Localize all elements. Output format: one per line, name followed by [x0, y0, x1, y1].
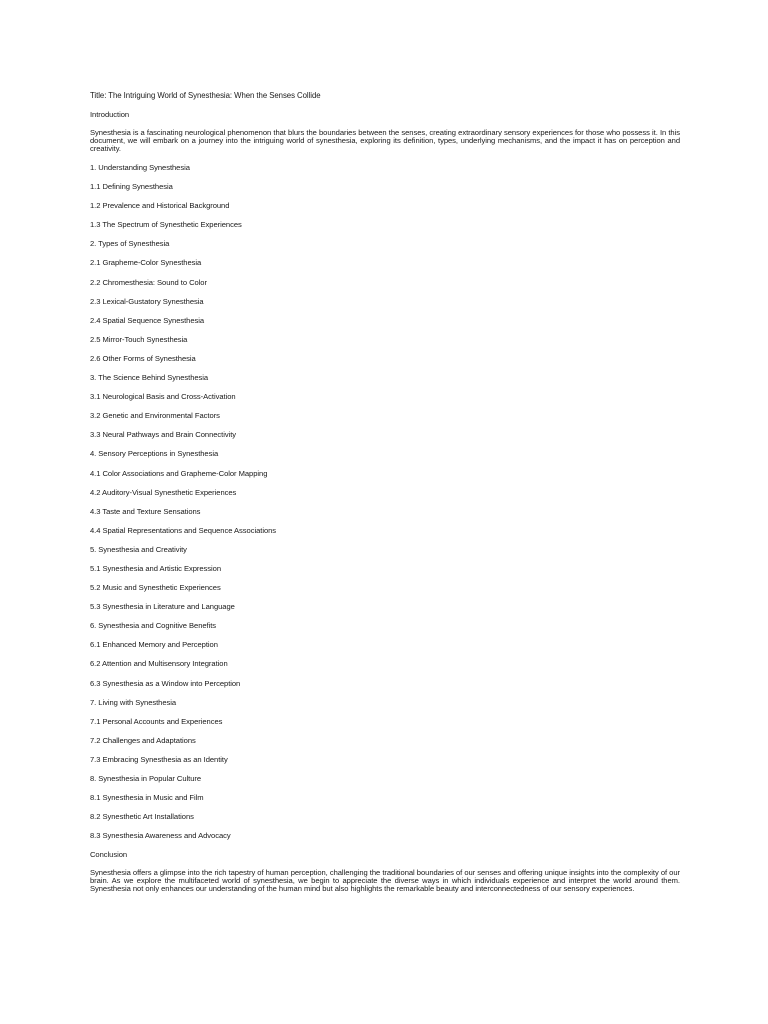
outline-item: 3. The Science Behind Synesthesia: [90, 373, 209, 383]
outline-list: [90, 163, 680, 850]
outline-item: 7.3 Embracing Synesthesia as an Identity: [90, 754, 228, 764]
outline-item: 3.3 Neural Pathways and Brain Connectivity: [90, 430, 237, 440]
outline-item: 6. Synesthesia and Cognitive Benefits: [90, 621, 217, 631]
introduction-heading: Introduction: [90, 110, 130, 119]
outline-item: 6.3 Synesthesia as a Window into Perception: [90, 678, 241, 688]
outline-item: 2.4 Spatial Sequence Synesthesia: [90, 315, 205, 325]
outline-item: 1. Understanding Synesthesia: [90, 163, 190, 172]
outline-item: 8.3 Synesthesia Awareness and Advocacy: [90, 831, 231, 841]
outline-item: 2.6 Other Forms of Synesthesia: [90, 353, 196, 363]
outline-item: 1.1 Defining Synesthesia: [90, 182, 173, 192]
outline-item: 4.2 Auditory-Visual Synesthetic Experiences: [90, 487, 237, 497]
outline-item: 5.2 Music and Synesthetic Experiences: [90, 583, 221, 593]
outline-item: 8. Synesthesia in Popular Culture: [90, 774, 202, 783]
conclusion-heading: Conclusion: [90, 850, 128, 860]
outline-item: 1.3 The Spectrum of Synesthetic Experiences: [90, 220, 242, 230]
outline-item: 5.1 Synesthesia and Artistic Expression: [90, 563, 222, 573]
outline-item: 1.2 Prevalence and Historical Background: [90, 201, 230, 211]
outline-item: 7.2 Challenges and Adaptations: [90, 735, 196, 745]
outline-item: 2.3 Lexical-Gustatory Synesthesia: [90, 296, 204, 306]
outline-item: 2. Types of Synesthesia: [90, 239, 170, 249]
document-body: [90, 91, 680, 893]
outline-item: 6.1 Enhanced Memory and Perception: [90, 640, 218, 650]
document-title: Title: The Intriguing World of Synesthesia: When the Senses Collide: [90, 91, 321, 100]
outline-item: 4.4 Spatial Representations and Sequence Associations: [90, 525, 277, 535]
outline-item: 4.1 Color Associations and Grapheme-Color Mapping: [90, 468, 268, 478]
outline-item: 7. Living with Synesthesia: [90, 697, 177, 707]
introduction-paragraph: Synesthesia is a fascinating neurological phenomenon that blurs the boundaries between the senses, creating extraordinary sensory experiences for those who possess it. In this document, we will embark on a journey into the intriguing world of synesthesia, exploring its definition, types, underlying mechanisms, and the impact it has on perception and creativity.: [90, 128, 680, 153]
outline-item: 2.2 Chromesthesia: Sound to Color: [90, 277, 207, 287]
outline-item: 7.1 Personal Accounts and Experiences: [90, 716, 223, 726]
outline-item: 2.1 Grapheme-Color Synesthesia: [90, 258, 202, 268]
outline-item: 3.2 Genetic and Environmental Factors: [90, 411, 220, 421]
conclusion-paragraph: Synesthesia offers a glimpse into the rich tapestry of human perception, challenging the traditional boundaries of our senses and offering unique insights into the complexity of our brain. As we explore the multifaceted world of synesthesia, we begin to appreciate the diverse ways in which individuals experience and interpret the world around them. Synesthesia not only enhances our understanding of the human mind but also highlights the remarkable beauty and interconnectedness of our sensory experiences.: [90, 868, 680, 894]
outline-item: 8.2 Synesthetic Art Installations: [90, 812, 194, 822]
outline-item: 2.5 Mirror-Touch Synesthesia: [90, 334, 188, 344]
outline-item: 5. Synesthesia and Creativity: [90, 544, 187, 554]
outline-item: 3.1 Neurological Basis and Cross-Activation: [90, 392, 236, 402]
outline-item: 4. Sensory Perceptions in Synesthesia: [90, 449, 219, 459]
outline-item: 4.3 Taste and Texture Sensations: [90, 506, 201, 516]
outline-item: 5.3 Synesthesia in Literature and Language: [90, 602, 235, 612]
outline-item: 8.1 Synesthesia in Music and Film: [90, 793, 204, 803]
outline-item: 6.2 Attention and Multisensory Integration: [90, 659, 228, 669]
